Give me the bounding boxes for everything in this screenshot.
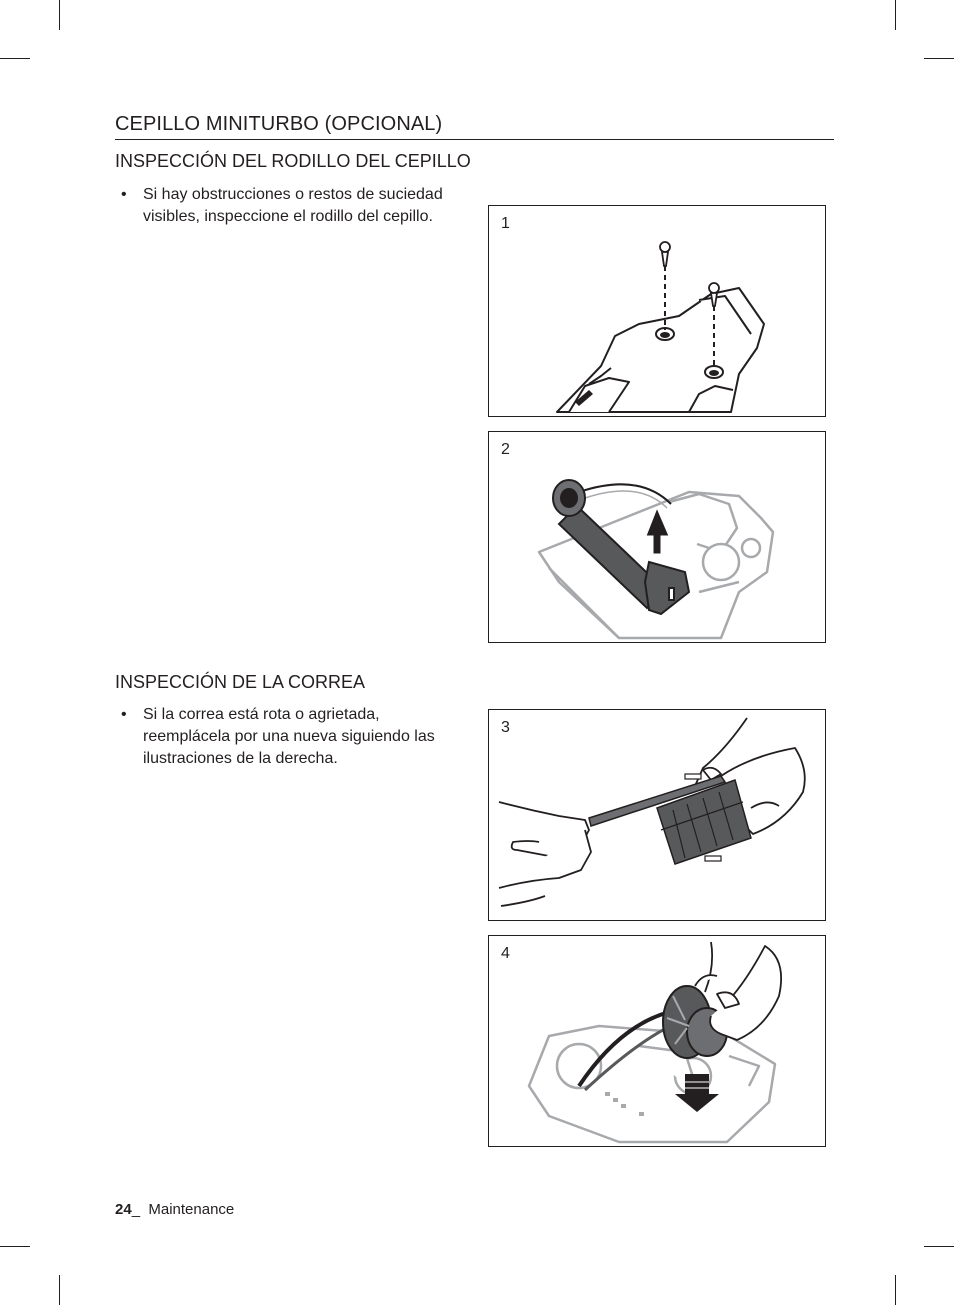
- belt-inspection-icon: [489, 710, 826, 921]
- crop-mark: [924, 58, 954, 59]
- figure-number: 2: [501, 441, 510, 458]
- screw-removal-icon: [489, 206, 826, 417]
- bullet-icon: •: [121, 706, 127, 723]
- crop-mark: [0, 58, 30, 59]
- section-heading-belt: INSPECCIÓN DE LA CORREA: [115, 672, 366, 692]
- figure-number: 3: [501, 719, 510, 736]
- crop-mark: [895, 1275, 896, 1305]
- brush-roller-icon: [489, 432, 826, 643]
- section-heading-brush-roller: INSPECCIÓN DEL RODILLO DEL CEPILLO: [115, 151, 471, 171]
- bullet-text: Si hay obstrucciones o restos de suciedad visibles, inspeccione el rodillo del cepillo.: [143, 186, 443, 225]
- footer-section-name: Maintenance: [148, 1201, 235, 1218]
- figure-3-panel: [488, 709, 826, 921]
- figure-number: 4: [501, 945, 510, 962]
- page-number: 24: [115, 1201, 132, 1218]
- bullet-text: Si la correa está rota o agrietada, reemplácela por una nueva siguiendo las ilustraciones de la derecha.: [143, 706, 435, 767]
- crop-mark: [0, 1246, 30, 1247]
- crop-mark: [59, 0, 60, 30]
- figure-2-panel: [488, 431, 826, 643]
- figure-4-panel: [488, 935, 826, 1147]
- page-footer: [115, 1201, 234, 1218]
- figure-1-panel: [488, 205, 826, 417]
- page-title: CEPILLO MINITURBO (OPCIONAL): [115, 113, 443, 135]
- crop-mark: [924, 1246, 954, 1247]
- title-rule: [115, 139, 834, 140]
- crop-mark: [895, 0, 896, 30]
- figure-number: 1: [501, 215, 510, 232]
- crop-mark: [59, 1275, 60, 1305]
- footer-separator: _: [131, 1201, 141, 1218]
- belt-replacement-icon: [489, 936, 826, 1147]
- bullet-icon: •: [121, 186, 127, 203]
